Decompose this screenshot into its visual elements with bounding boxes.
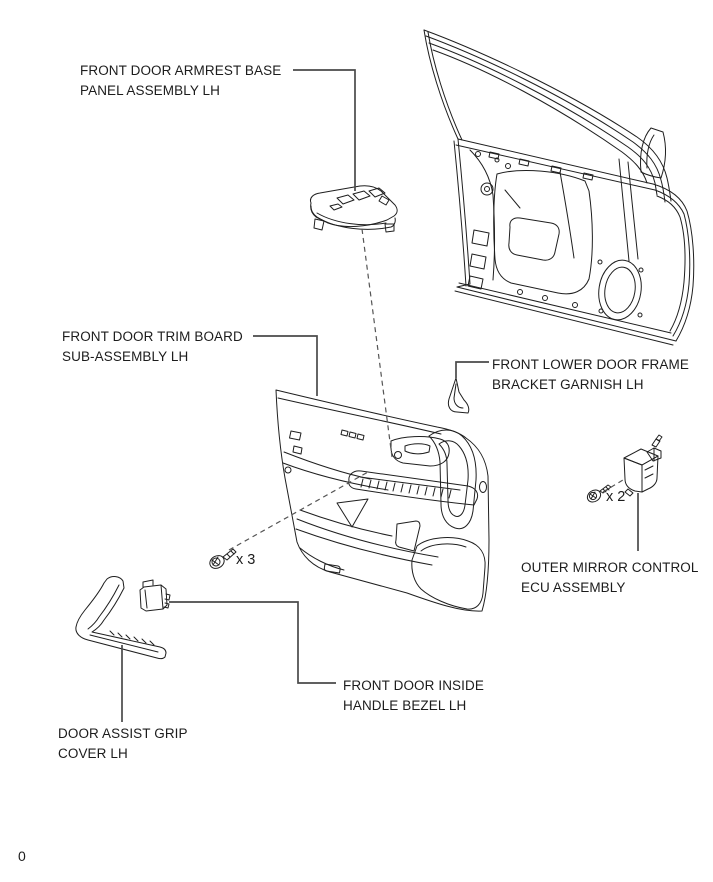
callout-grip-cover: [58, 724, 188, 763]
trim-board-outline: [276, 390, 489, 611]
mirror-ecu-drawing: [624, 435, 662, 496]
armrest-switch-panel-drawing: [310, 186, 397, 232]
page-number: 0: [18, 848, 26, 864]
callout-frame-bracket-garnish: [492, 355, 689, 394]
screw-icon-trim-board: [208, 549, 236, 571]
quantity-label-x2: x 2: [606, 489, 626, 505]
callout-trim-board: [62, 327, 243, 366]
callout-text-line: PANEL ASSEMBLY LH: [80, 82, 221, 98]
callout-text-line: FRONT DOOR INSIDE: [343, 678, 484, 693]
callout-handle-bezel: [343, 676, 484, 715]
callout-text-line: FRONT DOOR TRIM BOARD: [62, 329, 243, 344]
dash-armrest-to-trim: [362, 229, 392, 457]
callout-text-line: OUTER MIRROR CONTROL: [521, 560, 699, 575]
leader-handle-bezel: [169, 602, 336, 683]
door-frame-drawing: [424, 30, 694, 345]
callout-text-line: SUB-ASSEMBLY LH: [62, 348, 189, 364]
callout-text-line: DOOR ASSIST GRIP: [58, 726, 188, 741]
leader-trim-board: [253, 336, 317, 396]
grip-cover-drawing: [76, 577, 166, 659]
callout-text-line: BRACKET GARNISH LH: [492, 376, 644, 392]
quantity-label-x3: x 3: [236, 552, 256, 568]
handle-bezel-drawing: [140, 580, 170, 611]
leader-armrest-base-panel: [293, 70, 355, 191]
callout-armrest-base-panel: [80, 61, 281, 100]
leader-frame-garnish: [456, 362, 489, 378]
frame-bracket-garnish-drawing: [448, 378, 468, 413]
callout-text-line: FRONT DOOR ARMREST BASE: [80, 63, 282, 78]
trim-board-drawing: [276, 390, 489, 611]
mirror-mount-bracket: [640, 128, 665, 178]
callout-text-line: ECU ASSEMBLY: [521, 579, 626, 595]
callout-text-line: HANDLE BEZEL LH: [343, 697, 467, 713]
window-switch-cutouts: [330, 188, 385, 210]
dash-screws-to-trim: [229, 472, 368, 550]
callout-text-line: FRONT LOWER DOOR FRAME: [492, 357, 689, 372]
callout-text-line: COVER LH: [58, 745, 128, 761]
callout-mirror-ecu: [521, 558, 699, 597]
